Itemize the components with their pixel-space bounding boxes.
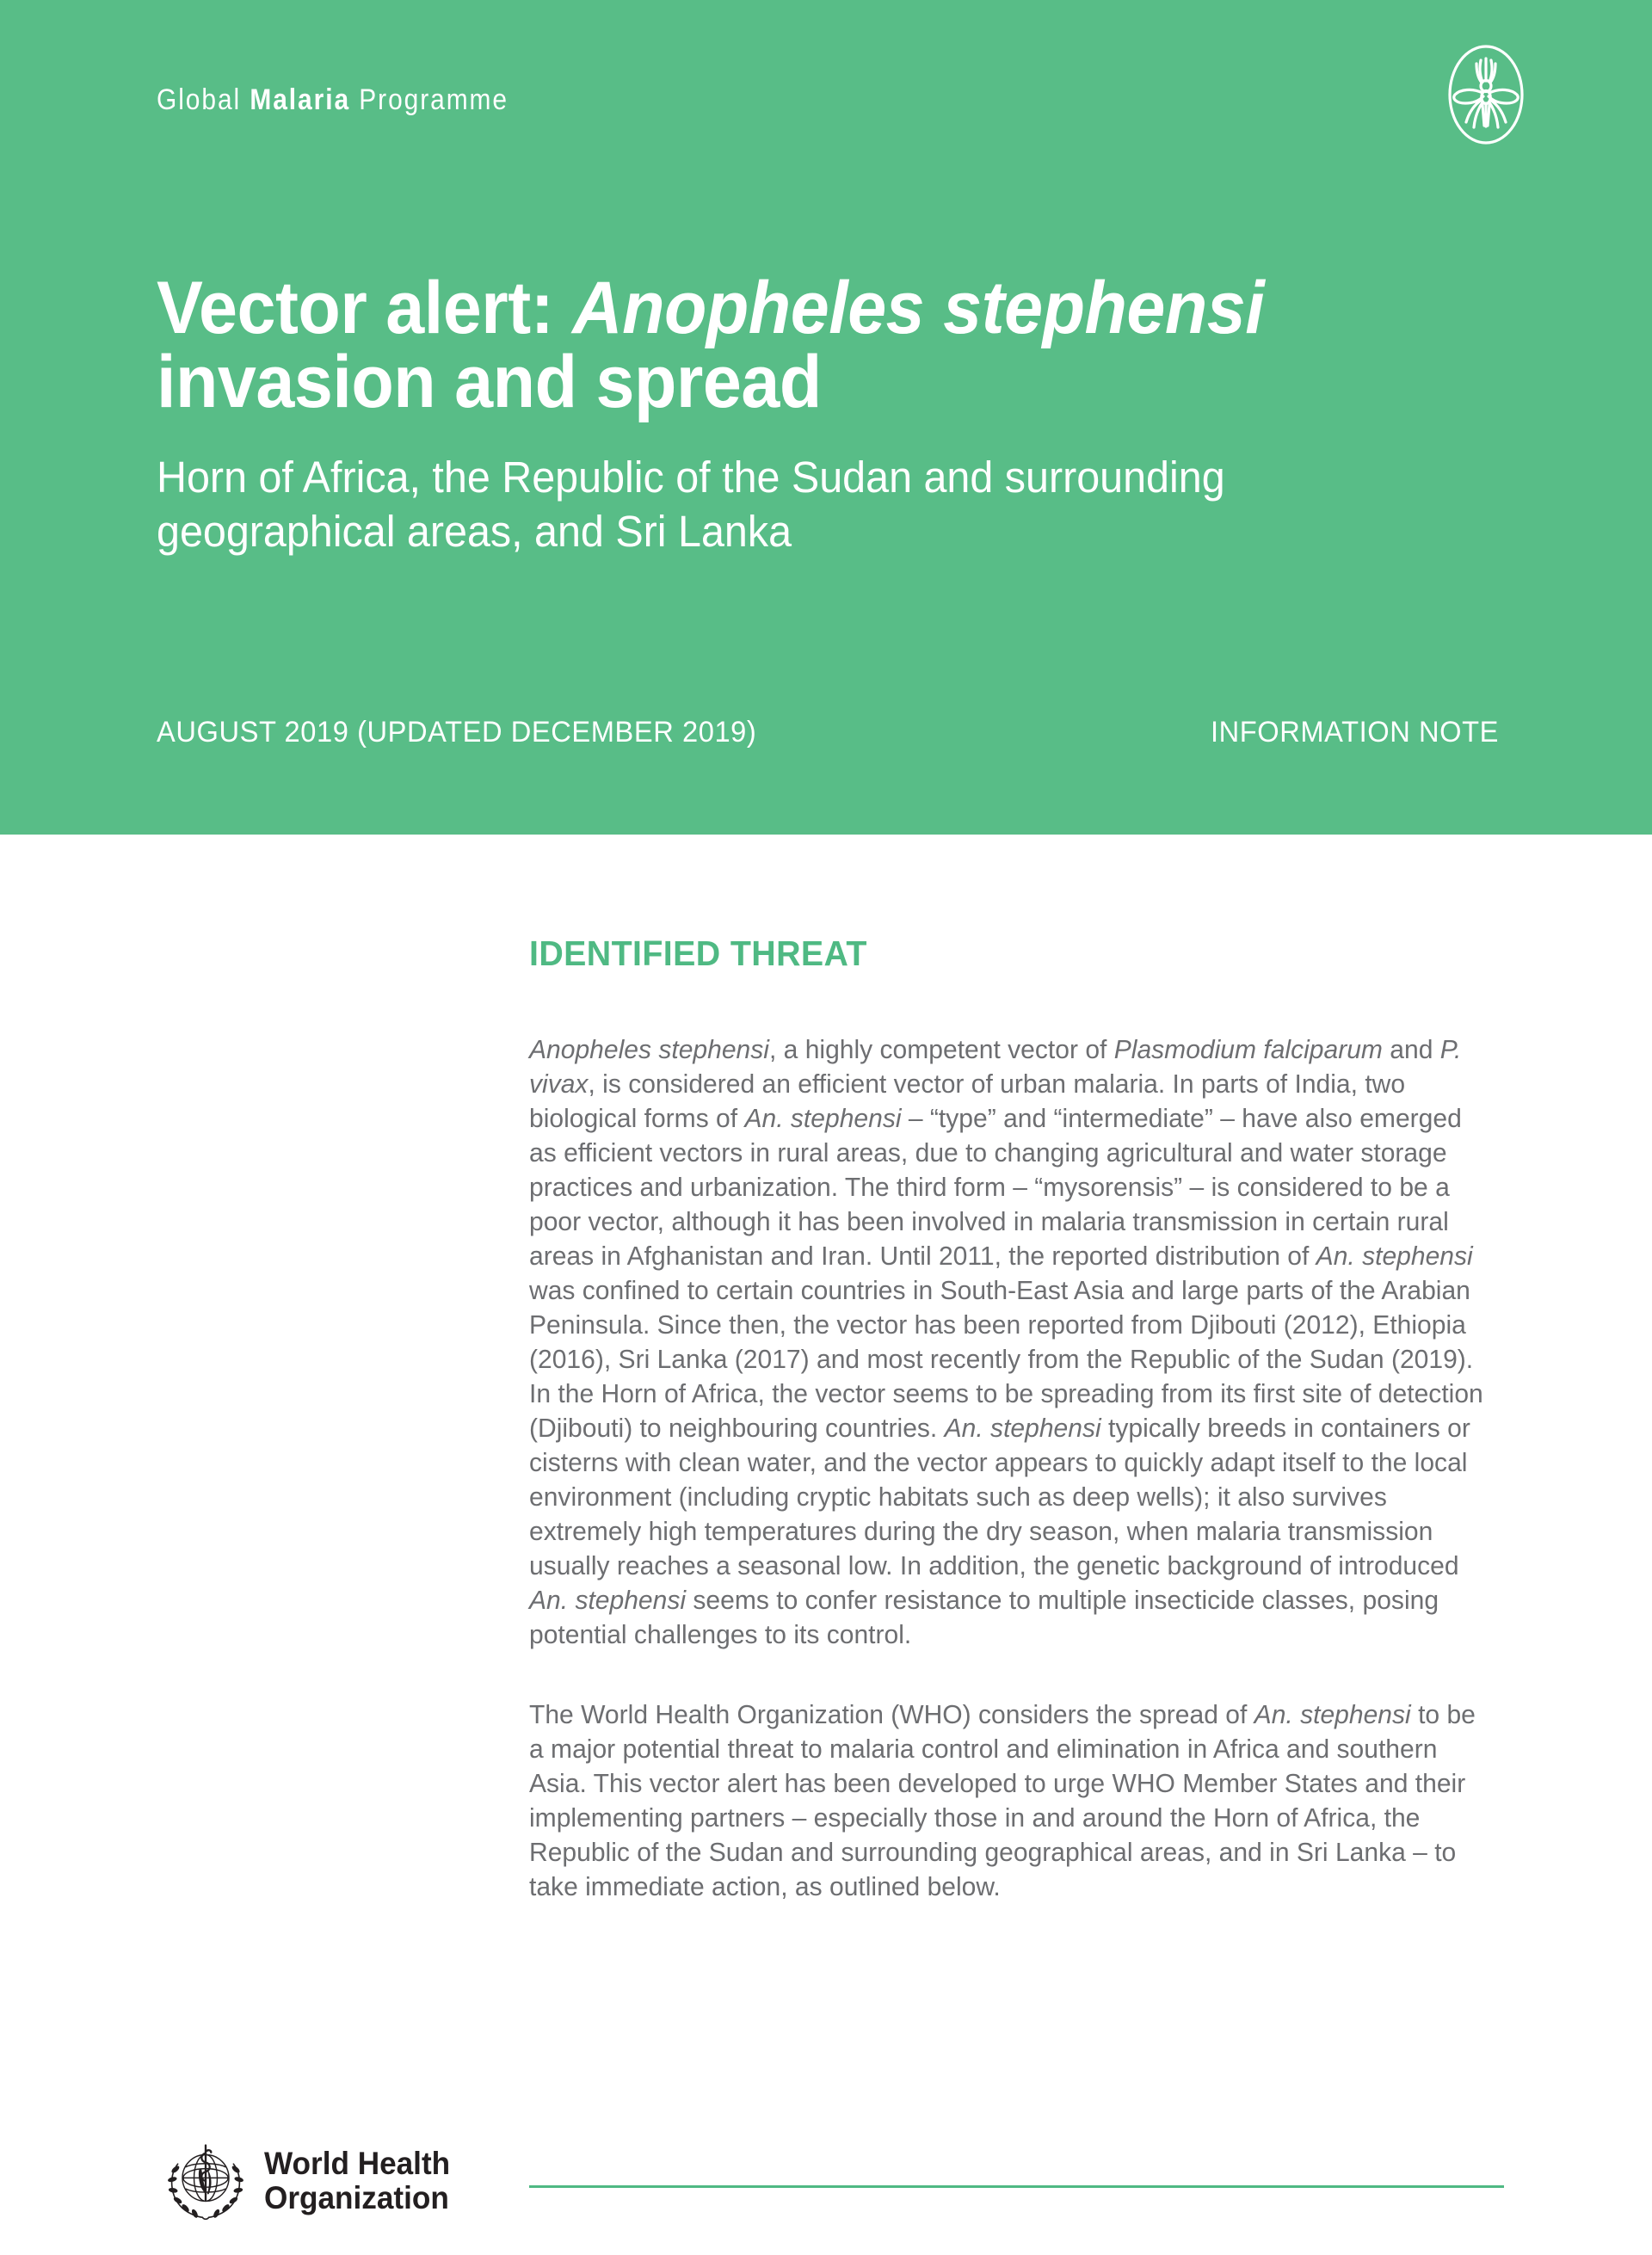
par1-seg-d: and bbox=[1382, 1035, 1440, 1064]
programme-word-malaria: Malaria bbox=[250, 83, 351, 116]
species-italic: An. stephensi bbox=[944, 1414, 1101, 1443]
main-content-column bbox=[529, 933, 1506, 1904]
page-title bbox=[157, 267, 1418, 423]
species-italic: An. stephensi bbox=[744, 1104, 902, 1133]
par1-seg-h: – “type” and “intermediate” – have also emerged as efficient vectors in rural areas, due to changing agricultural and water storage practices and urbanization. The third form – “mysorensis” – is considered to be a poor vector, although it has been involved in malaria transmission in certain rural areas in Afghanistan and Iran. Until 2011, the reported distribution of bbox=[529, 1104, 1462, 1271]
species-italic: P. vivax bbox=[529, 1035, 1462, 1099]
species-italic: An. stephensi bbox=[529, 1586, 687, 1615]
programme-title bbox=[157, 83, 509, 117]
who-wordmark-line-1: World Health bbox=[264, 2146, 451, 2182]
par2-seg-c: to be a major potential threat to malaria control and elimination in Africa and southern Asia. This vector alert has been developed to urge WHO Member States and their implementing partners – especially those in and around the Horn of Africa, the Republic of the Sudan and surrounding geographical areas, and in Sri Lanka – to take immediate action, as outlined below. bbox=[529, 1700, 1476, 1901]
par1-seg-b: , a highly competent vector of bbox=[768, 1035, 1114, 1064]
header-meta-row bbox=[157, 716, 1499, 749]
species-italic: An. stephensi bbox=[1254, 1700, 1411, 1729]
page-subtitle: Horn of Africa, the Republic of the Sudan and surrounding geographical areas, and Sri Lanka bbox=[157, 453, 1225, 557]
par1-seg-j: was confined to certain countries in South-East Asia and large parts of the Arabian Peninsula. Since then, the vector has been reported from Djibouti (2012), Ethiopia (2016), Sri Lanka (2017) and most recently from the Republic of the Sudan (2019). In the Horn of Africa, the vector seems to be spreading from its first site of detection (Djibouti) to neighbouring countries. bbox=[529, 1276, 1483, 1443]
par1-seg-f: , is considered an efficient vector of urban malaria. In parts of India, two biological forms of bbox=[529, 1069, 1406, 1133]
publication-date: AUGUST 2019 (UPDATED DECEMBER 2019) bbox=[157, 716, 757, 749]
paragraph-identified-threat bbox=[529, 1032, 1491, 1652]
par1-seg-l: typically breeds in containers or cisterns with clean water, and the vector appears to quickly adapt itself to the local environment (including cryptic habitats such as deep wells); it also survives extremely high temperatures during the dry season, when malaria transmission usually reaches a seasonal low. In addition, the genetic background of introduced bbox=[529, 1414, 1470, 1580]
programme-word-programme: Programme bbox=[350, 83, 509, 116]
who-emblem-icon bbox=[159, 2135, 252, 2227]
title-species-name: Anopheles stephensi bbox=[572, 267, 1265, 349]
who-wordmark bbox=[264, 2147, 450, 2215]
mosquito-in-circle-icon bbox=[1431, 40, 1541, 150]
who-wordmark-line-2: Organization bbox=[264, 2180, 449, 2215]
title-prefix: Vector alert: bbox=[157, 267, 573, 349]
par2-seg-a: The World Health Organization (WHO) considers the spread of bbox=[529, 1700, 1254, 1729]
title-block bbox=[157, 267, 1499, 558]
title-suffix: invasion and spread bbox=[157, 341, 822, 423]
section-heading-identified-threat: IDENTIFIED THREAT bbox=[529, 933, 867, 973]
par1-seg-n: seems to confer resistance to multiple insecticide classes, posing potential challenges to its control. bbox=[529, 1586, 1439, 1649]
who-logo bbox=[159, 2135, 460, 2227]
paragraph-who-response bbox=[529, 1697, 1491, 1904]
footer-divider-rule bbox=[529, 2185, 1504, 2188]
header-band bbox=[0, 0, 1652, 835]
species-italic: An. stephensi bbox=[1316, 1241, 1473, 1271]
document-type-label: INFORMATION NOTE bbox=[1211, 716, 1499, 749]
species-italic: Plasmodium falciparum bbox=[1113, 1035, 1383, 1064]
species-italic: Anopheles stephensi bbox=[529, 1035, 769, 1064]
page-footer bbox=[0, 2109, 1652, 2255]
programme-word-global: Global bbox=[157, 83, 250, 116]
